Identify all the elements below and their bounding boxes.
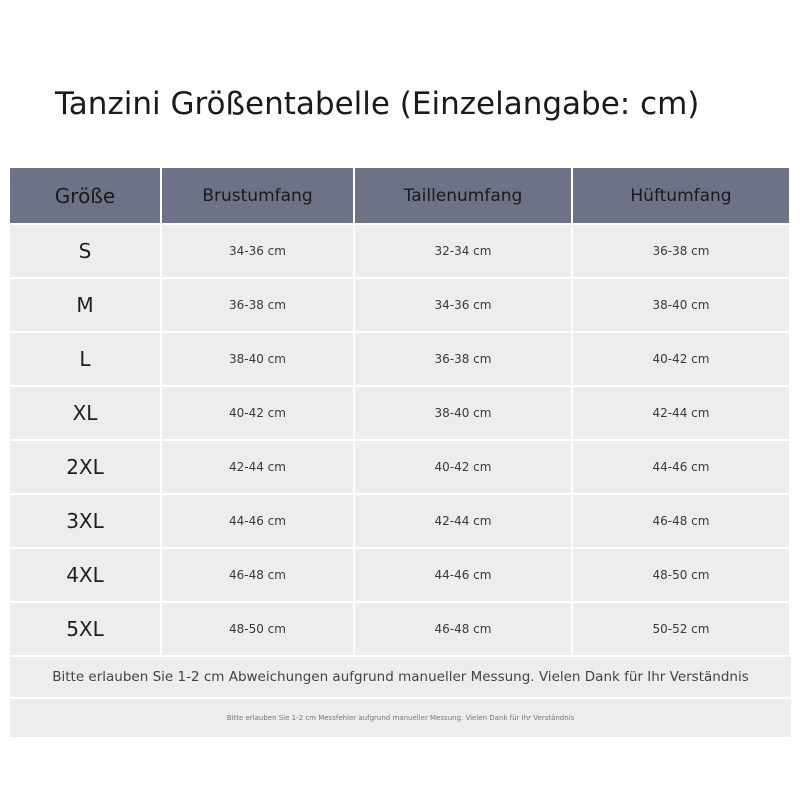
waist-cell: 40-42 cm: [355, 441, 573, 495]
waist-cell: 42-44 cm: [355, 495, 573, 549]
measurement-note-small: Bitte erlauben Sie 1-2 cm Messfehler aufgrund manueller Messung. Vielen Dank für Ihr Verständnis: [10, 699, 791, 737]
hip-cell: 38-40 cm: [573, 279, 791, 333]
hip-cell: 40-42 cm: [573, 333, 791, 387]
chest-cell: 38-40 cm: [162, 333, 355, 387]
chest-cell: 48-50 cm: [162, 603, 355, 657]
size-cell: M: [10, 279, 162, 333]
table-row: [10, 225, 791, 279]
hip-cell: 48-50 cm: [573, 549, 791, 603]
header-chest: Brustumfang: [162, 168, 355, 225]
page-title: Tanzini Größentabelle (Einzelangabe: cm): [55, 86, 700, 122]
waist-cell: 36-38 cm: [355, 333, 573, 387]
table-row: [10, 333, 791, 387]
hip-cell: 36-38 cm: [573, 225, 791, 279]
hip-cell: 50-52 cm: [573, 603, 791, 657]
measurement-note: Bitte erlauben Sie 1-2 cm Abweichungen aufgrund manueller Messung. Vielen Dank für Ihr Verständnis: [10, 657, 791, 699]
waist-cell: 44-46 cm: [355, 549, 573, 603]
size-cell: 2XL: [10, 441, 162, 495]
hip-cell: 42-44 cm: [573, 387, 791, 441]
header-hip: Hüftumfang: [573, 168, 791, 225]
header-size: Größe: [10, 168, 162, 225]
size-cell: XL: [10, 387, 162, 441]
chest-cell: 42-44 cm: [162, 441, 355, 495]
table-row: [10, 549, 791, 603]
size-cell: L: [10, 333, 162, 387]
chest-cell: 34-36 cm: [162, 225, 355, 279]
table-row: [10, 387, 791, 441]
size-table: [10, 168, 791, 737]
waist-cell: 34-36 cm: [355, 279, 573, 333]
size-cell: 3XL: [10, 495, 162, 549]
chest-cell: 44-46 cm: [162, 495, 355, 549]
size-cell: 4XL: [10, 549, 162, 603]
chest-cell: 40-42 cm: [162, 387, 355, 441]
chest-cell: 36-38 cm: [162, 279, 355, 333]
waist-cell: 38-40 cm: [355, 387, 573, 441]
hip-cell: 46-48 cm: [573, 495, 791, 549]
size-cell: S: [10, 225, 162, 279]
table-header-row: [10, 168, 791, 225]
table-row: [10, 603, 791, 657]
size-cell: 5XL: [10, 603, 162, 657]
table-row: [10, 495, 791, 549]
chest-cell: 46-48 cm: [162, 549, 355, 603]
hip-cell: 44-46 cm: [573, 441, 791, 495]
header-waist: Taillenumfang: [355, 168, 573, 225]
waist-cell: 46-48 cm: [355, 603, 573, 657]
waist-cell: 32-34 cm: [355, 225, 573, 279]
table-row: [10, 279, 791, 333]
table-row: [10, 441, 791, 495]
